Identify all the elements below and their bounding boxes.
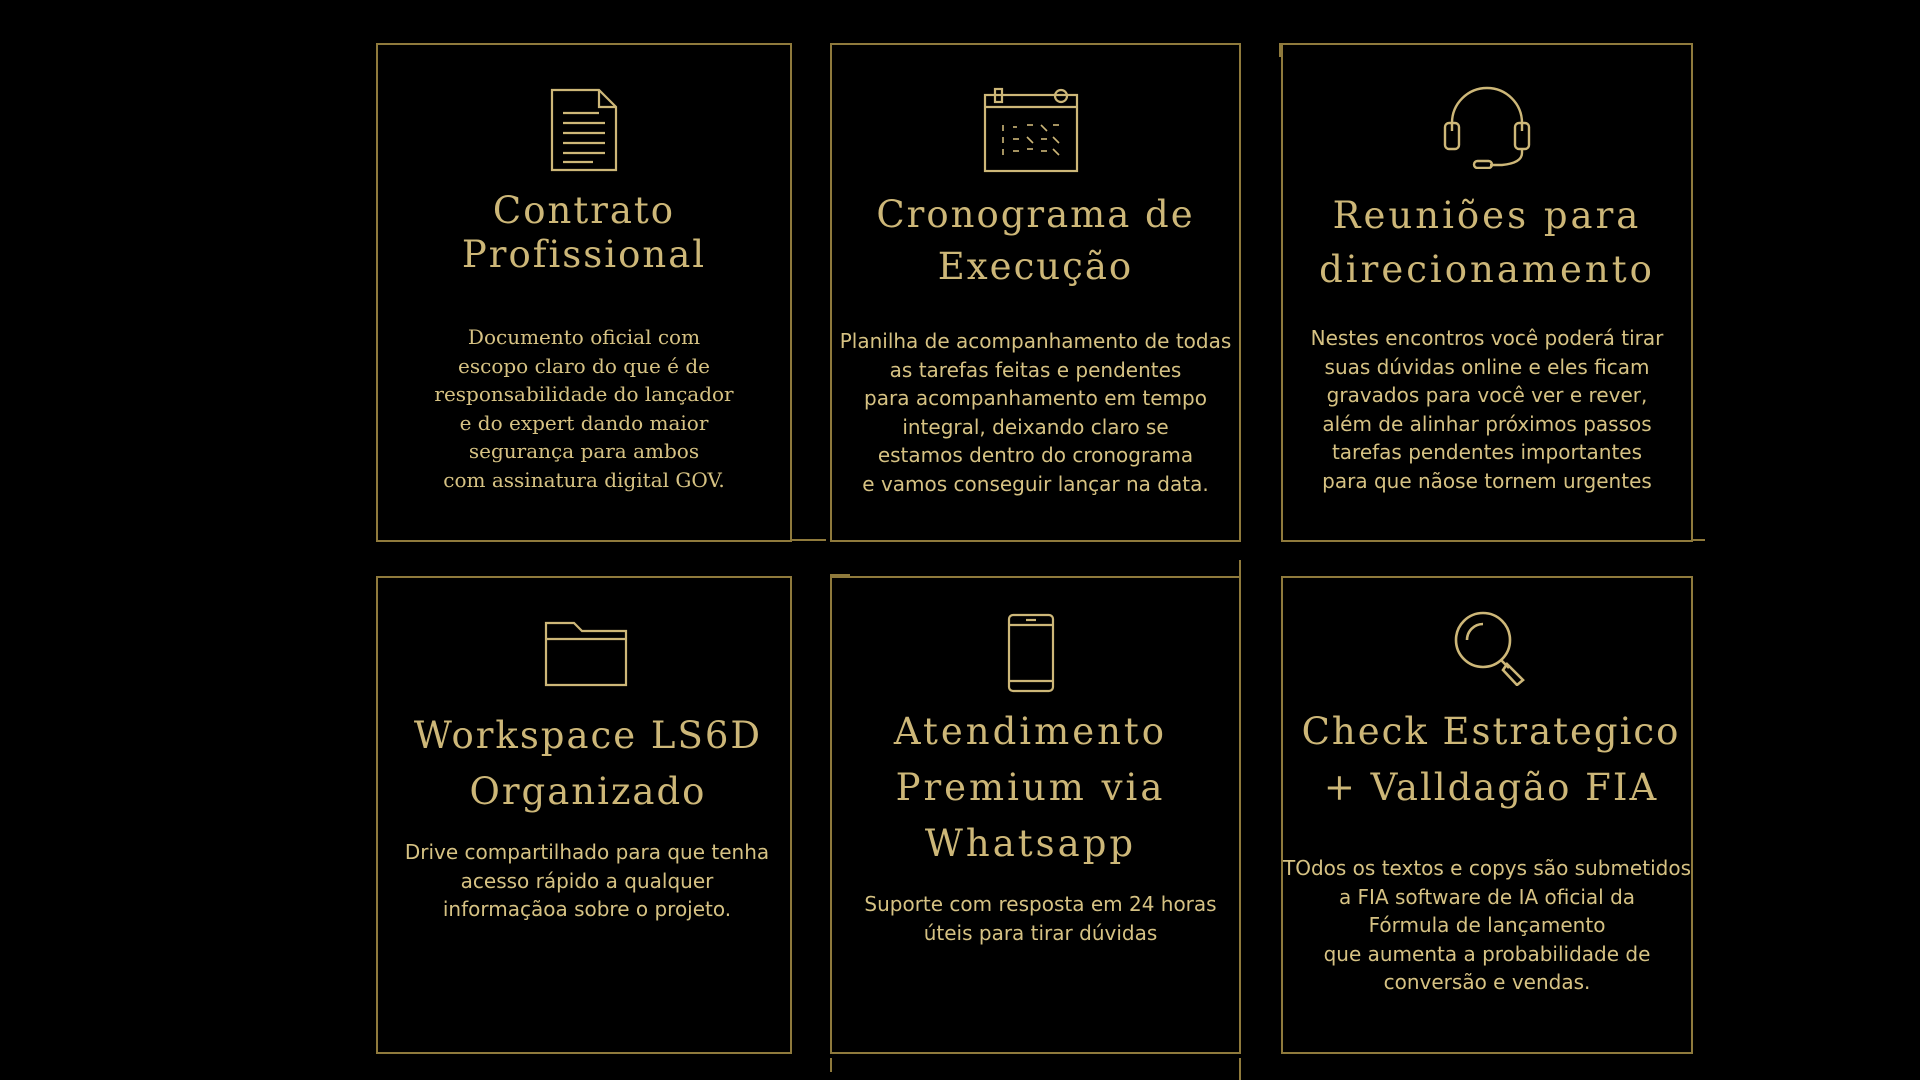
card-check-estrategico [1281, 576, 1693, 1054]
divider-line [830, 574, 850, 576]
card-reunioes [1281, 43, 1693, 542]
card-atendimento [830, 576, 1241, 1054]
magnifier-icon [1289, 610, 1691, 686]
divider-line [792, 539, 826, 541]
divider-line [1239, 560, 1241, 576]
divider-line [1279, 43, 1281, 57]
card-description: Documento oficial com escopo claro do que é de responsabilidade do lançador e do expert dando maior segurança para ambos com assinatura digital GOV. [434, 325, 734, 492]
card-title: Atendimento Premium via Whatsapp [893, 710, 1168, 865]
card-workspace [376, 576, 792, 1054]
card-title: Check Estrategico + Valldagão FIA [1301, 710, 1681, 809]
divider-line [830, 1058, 832, 1072]
folder-icon [382, 621, 790, 689]
card-title: Contrato Profissional [461, 189, 707, 276]
calendar-icon [822, 87, 1239, 173]
card-title: Cronograma de Execução [876, 193, 1195, 288]
card-description: Planilha de acompanhamento de todas as tarefas feitas e pendentes para acompanhamento em tempo integral, deixando claro se estamos dentro do cronograma e vamos conseguir lançar na data. [839, 329, 1232, 496]
card-cronograma [830, 43, 1241, 542]
divider-line [1693, 539, 1705, 541]
card-description: Nestes encontros você poderá tirar suas dúvidas online e eles ficam gravados para você ver e rever, além de alinhar próximos passos tarefas pendentes importantes para que nãose tornem urgentes [1310, 326, 1664, 493]
card-description: Drive compartilhado para que tenha acesso rápido a qualquer informaçãoa sobre o projeto. [404, 840, 770, 921]
document-icon [378, 87, 790, 173]
card-contrato [376, 43, 792, 542]
headset-icon [1283, 85, 1691, 169]
card-description: TOdos os textos e copys são submetidos a FIA software de IA oficial da Fórmula de lançamento que aumenta a probabilidade de conversão e vendas. [1283, 856, 1691, 994]
divider-line [1239, 1058, 1241, 1080]
card-title: Reuniões para direcionamento [1319, 194, 1655, 291]
card-title: Workspace LS6D Organizado [413, 714, 763, 813]
smartphone-icon [822, 613, 1239, 693]
card-description: Suporte com resposta em 24 horas úteis para tirar dúvidas [864, 892, 1217, 945]
